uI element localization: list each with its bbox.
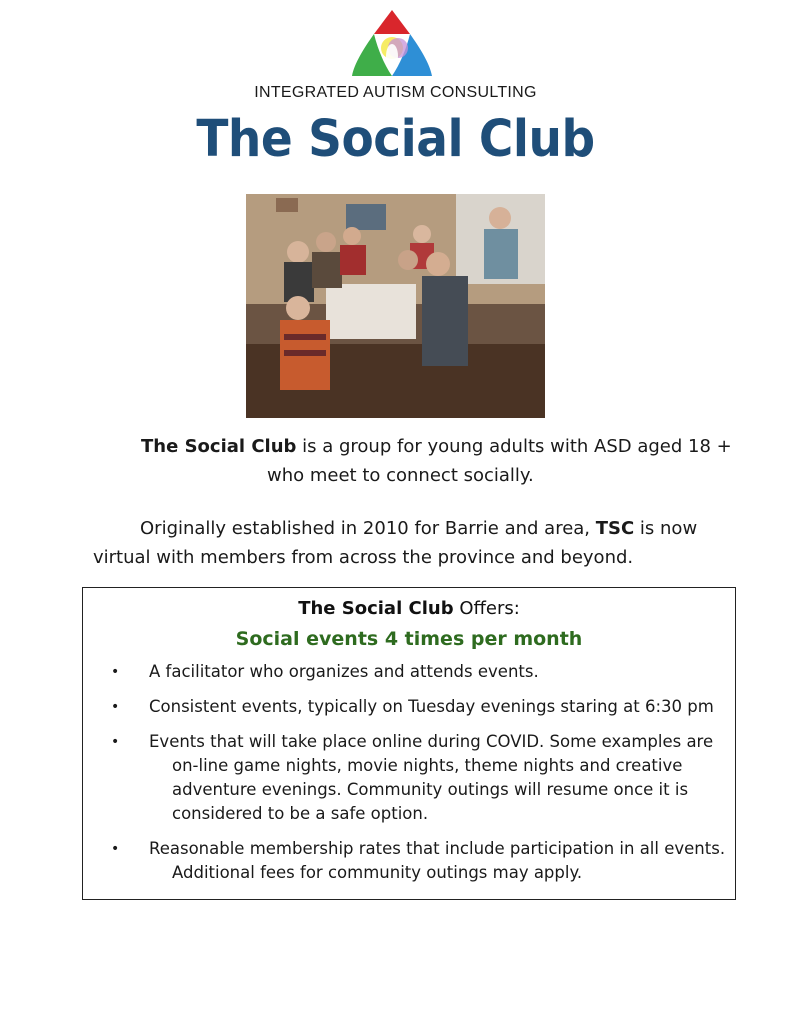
list-item: [83, 660, 735, 684]
list-item-line: A facilitator who organizes and attends events.: [149, 662, 539, 681]
list-item-line: Additional fees for community outings may apply.: [172, 863, 583, 882]
list-item-line: Consistent events, typically on Tuesday evenings staring at 6:30 pm: [149, 697, 714, 716]
list-item-line: on-line game nights, movie nights, theme nights and creative: [172, 756, 683, 775]
intro-club-name: The Social Club: [141, 436, 297, 457]
bullet-icon: •: [111, 664, 120, 680]
list-item-line: considered to be a safe option.: [172, 804, 429, 823]
list-item: [83, 730, 735, 826]
offers-list: [83, 660, 735, 896]
logo-red-petal: [374, 10, 410, 34]
offers-heading: [83, 598, 735, 619]
bullet-icon: •: [111, 699, 120, 715]
offers-subheading: Social events 4 times per month: [235, 628, 583, 650]
intro-p1-rest: is a group for young adults with ASD aged 18 +: [296, 436, 732, 457]
list-item-line: adventure evenings. Community outings will resume once it is: [172, 780, 689, 799]
intro-p1-line2: who meet to connect socially.: [267, 465, 534, 486]
bullet-icon: •: [111, 841, 120, 857]
offers-box: [82, 587, 736, 900]
page-title: The Social Club: [196, 109, 595, 170]
bullet-icon: •: [111, 734, 120, 750]
intro-tsc: TSC: [595, 518, 635, 539]
intro-p2-line2: virtual with members from across the province and beyond.: [93, 547, 634, 568]
offers-heading-rest: Offers:: [453, 598, 520, 619]
intro-paragraph-2: [0, 514, 791, 572]
list-item: [83, 695, 735, 719]
offers-heading-bold: The Social Club: [298, 598, 454, 619]
intro-p2-start: Originally established in 2010 for Barrie and area,: [140, 518, 596, 539]
list-item: [83, 837, 735, 885]
intro-p2-end: is now: [634, 518, 698, 539]
list-item-line: Events that will take place online during COVID. Some examples are: [149, 732, 714, 751]
company-logo: [350, 8, 434, 80]
logo-white-center: [386, 44, 398, 68]
group-photo: [246, 194, 545, 418]
list-item-line: Reasonable membership rates that include participation in all events.: [149, 839, 726, 858]
organization-name: INTEGRATED AUTISM CONSULTING: [254, 84, 537, 101]
intro-paragraph-1: [0, 432, 791, 490]
